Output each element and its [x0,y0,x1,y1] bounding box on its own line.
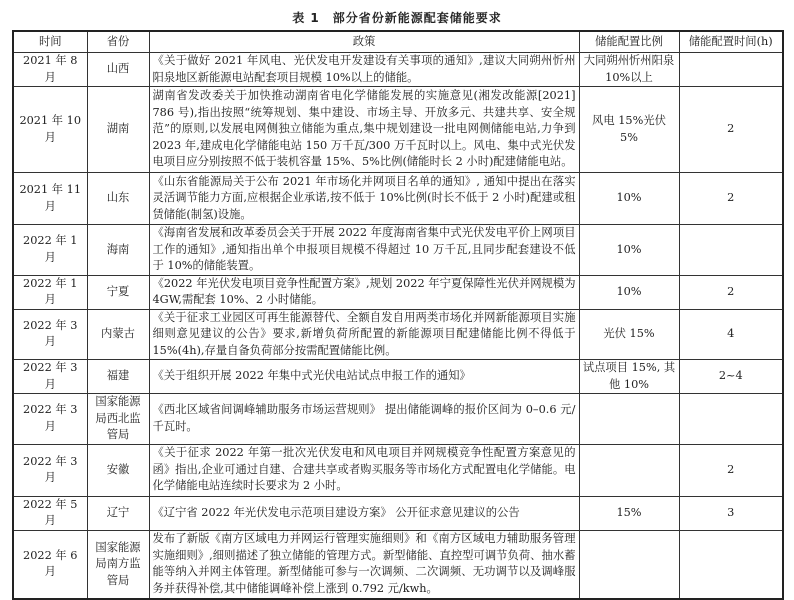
ratio-cell: 风电 15%光伏 5% [579,87,679,173]
hours-cell [679,225,783,276]
time-cell: 2022 年 1 月 [13,225,87,276]
policy-cell: 《关于做好 2021 年风电、光伏发电开发建设有关事项的通知》,建议大同朔州忻州阳泉地区新能源电站配套项目规模 10%以上的储能。 [149,53,579,87]
time-cell: 2022 年 3 月 [13,360,87,394]
time-cell: 2022 年 3 月 [13,444,87,496]
table-header-row [13,31,783,53]
table-row [13,309,783,360]
time-cell: 2022 年 3 月 [13,309,87,360]
header-policy: 政策 [149,31,579,53]
province-cell: 国家能源局南方监管局 [87,530,149,599]
header-hours: 储能配置时间(h) [679,31,783,53]
province-cell: 内蒙古 [87,309,149,360]
energy-storage-policy-table [12,30,784,600]
header-ratio: 储能配置比例 [579,31,679,53]
hours-cell [679,53,783,87]
time-cell: 2022 年 1 月 [13,275,87,309]
ratio-cell: 10% [579,225,679,276]
hours-cell: 2 [679,444,783,496]
policy-cell: 发布了新版《南方区域电力并网运行管理实施细则》和《南方区域电力辅助服务管理实施细则》,细则描述了独立储能的管理方式。新型储能、直控型可调节负荷、抽水蓄能等纳入并网主体管理。新型储能可参与一次调频、二次调频、无功调节以及调峰服务并获得补偿,其中储能调峰补偿上涨到 0.792 元/kwh。 [149,530,579,599]
hours-cell: 2 [679,275,783,309]
time-cell: 2022 年 6 月 [13,530,87,599]
ratio-cell: 试点项目 15%, 其他 10% [579,360,679,394]
province-cell: 湖南 [87,87,149,173]
province-cell: 国家能源局西北监管局 [87,394,149,445]
hours-cell: 4 [679,309,783,360]
ratio-cell: 大同朔州忻州阳泉 10%以上 [579,53,679,87]
hours-cell: 2 [679,173,783,225]
time-cell: 2021 年 11 月 [13,173,87,225]
hours-cell: 2 [679,87,783,173]
province-cell: 福建 [87,360,149,394]
province-cell: 山东 [87,173,149,225]
time-cell: 2021 年 10 月 [13,87,87,173]
province-cell: 海南 [87,225,149,276]
table-row [13,173,783,225]
table-row [13,360,783,394]
table-row [13,87,783,173]
table-row [13,53,783,87]
province-cell: 山西 [87,53,149,87]
table-caption: 表 1 部分省份新能源配套储能要求 [292,11,502,25]
ratio-cell [579,444,679,496]
ratio-cell: 光伏 15% [579,309,679,360]
time-cell: 2021 年 8 月 [13,53,87,87]
policy-cell: 《关于征求 2022 年第一批次光伏发电和风电项目并网规模竞争性配置方案意见的函》指出,企业可通过自建、合建共享或者购买服务等市场化方式配置电化学储能。电化学储能电站连续时长要求为 2 小时。 [149,444,579,496]
policy-cell: 《西北区域省间调峰辅助服务市场运营规则》 提出储能调峰的报价区间为 0–0.6 元/千瓦时。 [149,394,579,445]
policy-cell: 《关于征求工业园区可再生能源替代、全额自发自用两类市场化并网新能源项目实施细则意见建议的公告》要求,新增负荷所配置的新能源项目配建储能比例不得低于 15%(4h),存量自备负荷部分按需配置储能比例。 [149,309,579,360]
policy-cell: 《关于组织开展 2022 年集中式光伏电站试点申报工作的通知》 [149,360,579,394]
ratio-cell: 15% [579,496,679,530]
table-row [13,444,783,496]
time-cell: 2022 年 5 月 [13,496,87,530]
table-row [13,275,783,309]
header-province: 省份 [87,31,149,53]
hours-cell: 3 [679,496,783,530]
ratio-cell [579,530,679,599]
header-time: 时间 [13,31,87,53]
province-cell: 宁夏 [87,275,149,309]
policy-cell: 《2022 年光伏发电项目竞争性配置方案》,规划 2022 年宁夏保障性光伏并网规模为 4GW,需配套 10%、2 小时储能。 [149,275,579,309]
hours-cell [679,394,783,445]
time-cell: 2022 年 3 月 [13,394,87,445]
policy-cell: 《山东省能源局关于公布 2021 年市场化并网项目名单的通知》, 通知中提出在落实灵活调节能力方面,应根据企业承诺,按不低于 10%比例(时长不低于 2 小时)配建或租赁储能(制氢)设施。 [149,173,579,225]
ratio-cell: 10% [579,275,679,309]
hours-cell [679,530,783,599]
table-row [13,530,783,599]
policy-cell: 湖南省发改委关于加快推动湖南省电化学储能发展的实施意见(湘发改能源[2021] 786 号),指出按照“统筹规划、集中建设、市场主导、开放多元、共建共享、安全规范”的原则,以发展电网侧独立储能为重点,集中规划建设一批电网侧储能电站,力争到 2023 年,建成电化学储能电站 150 万千瓦/300 万千瓦时以上。风电、集中式光伏发电项目应分别按照不低于装机容量 15%、5%比例(储能时长 2 小时)配建储能电站。 [149,87,579,173]
policy-cell: 《海南省发展和改革委员会关于开展 2022 年度海南省集中式光伏发电平价上网项目工作的通知》,通知指出单个申报项目规模不得超过 10 万千瓦,且同步配套建设不低于 10%的储能装置。 [149,225,579,276]
table-row [13,225,783,276]
province-cell: 辽宁 [87,496,149,530]
table-row [13,394,783,445]
hours-cell: 2~4 [679,360,783,394]
ratio-cell: 10% [579,173,679,225]
ratio-cell [579,394,679,445]
policy-cell: 《辽宁省 2022 年光伏发电示范项目建设方案》 公开征求意见建议的公告 [149,496,579,530]
province-cell: 安徽 [87,444,149,496]
table-row [13,496,783,530]
